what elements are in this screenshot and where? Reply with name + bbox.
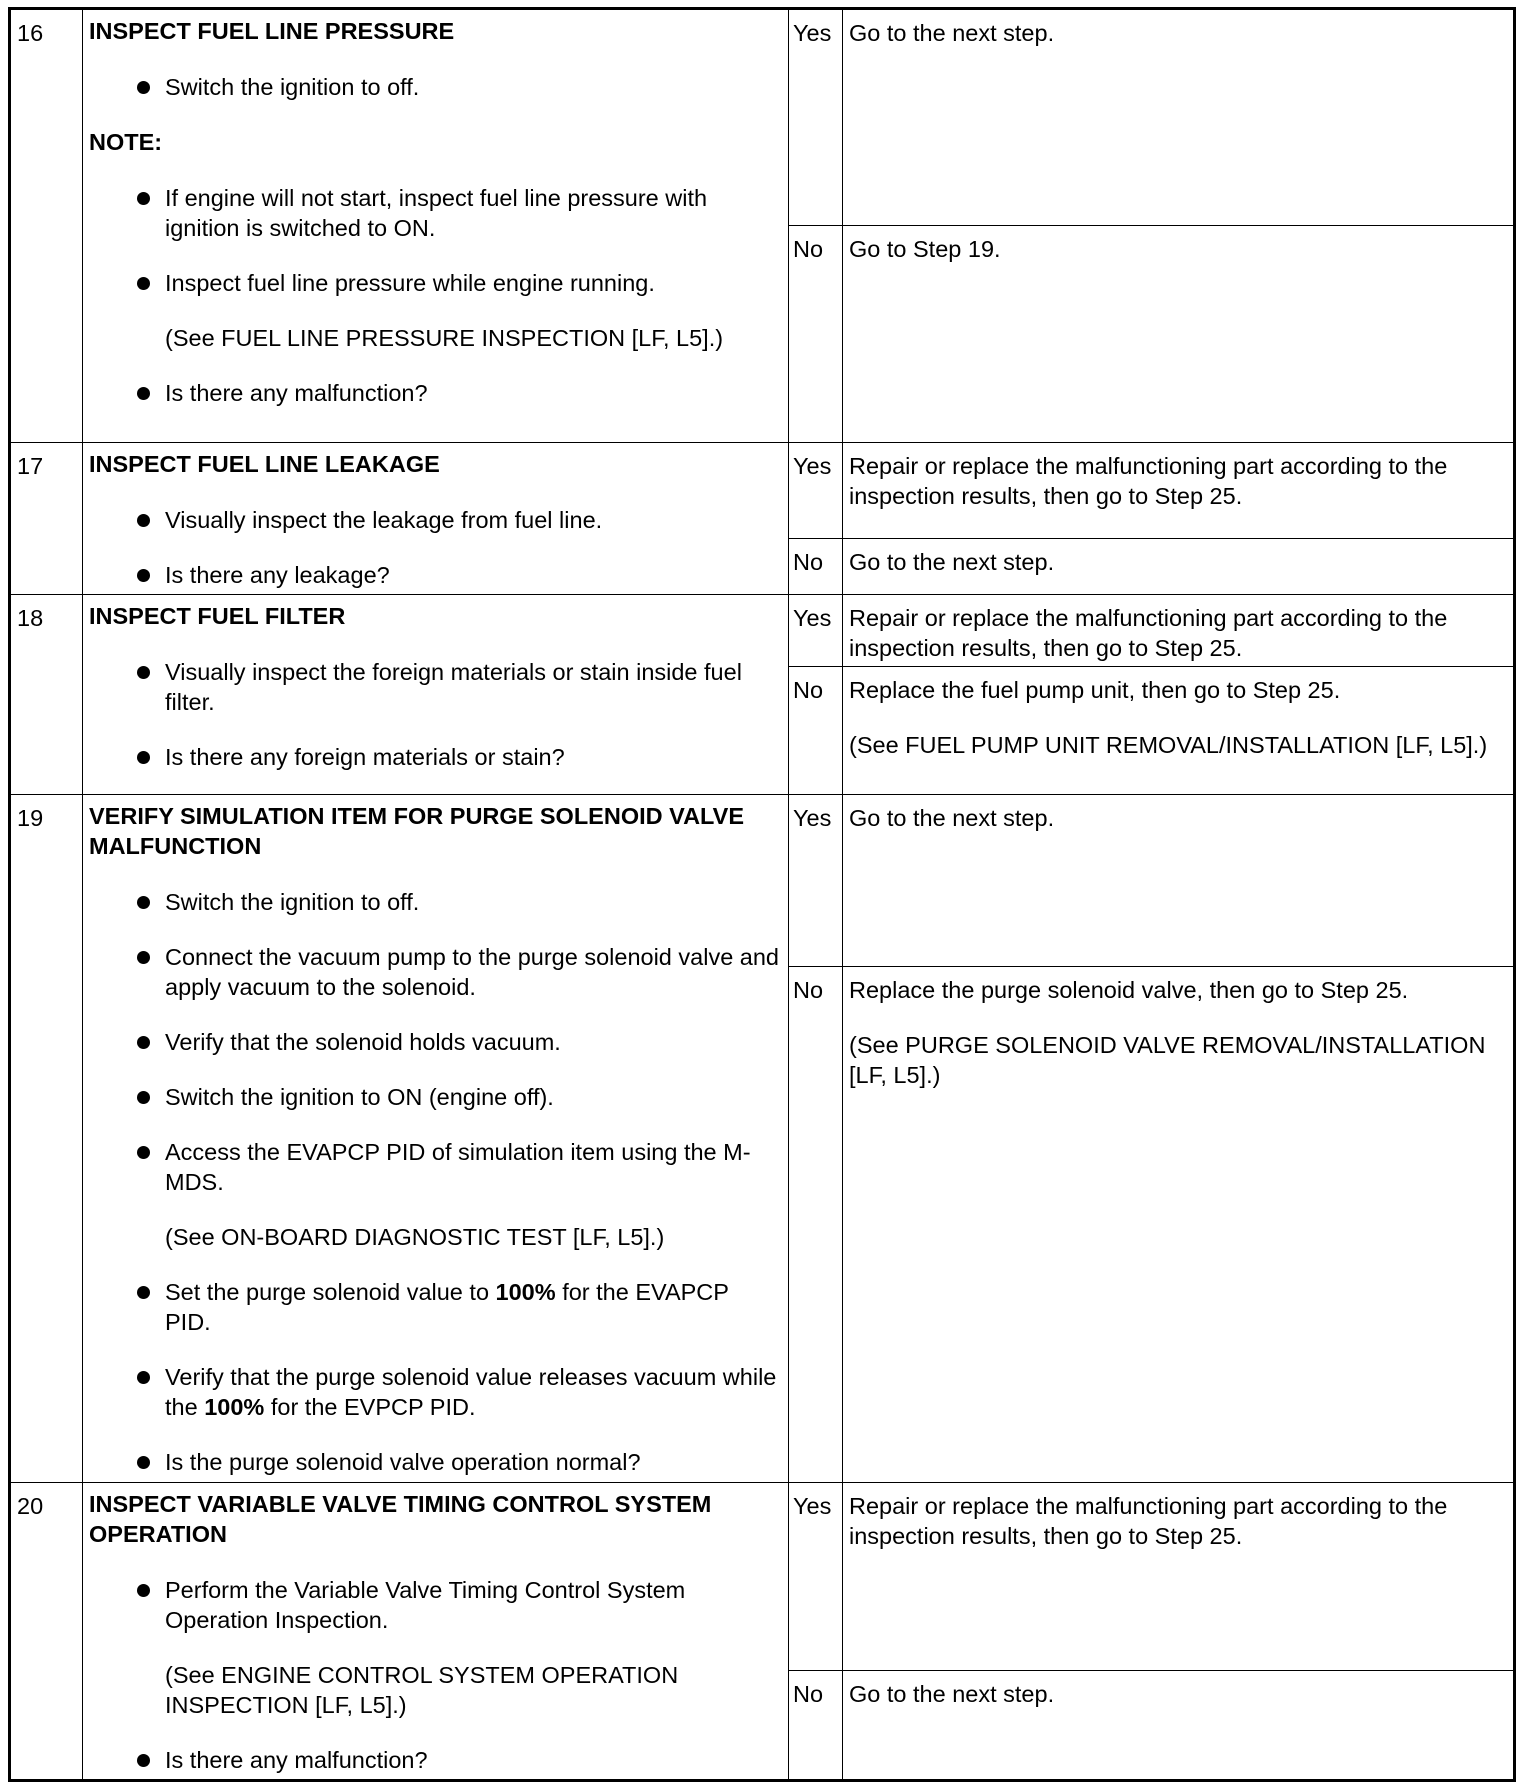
emphasis-value: 100% <box>204 1394 265 1420</box>
instruction-item: Connect the vacuum pump to the purge solenoid valve and apply vacuum to the solenoid. <box>89 942 780 1002</box>
step-description <box>83 595 789 795</box>
step-number: 17 <box>10 443 83 595</box>
bullet-icon <box>137 277 150 290</box>
step-description <box>83 1483 789 1781</box>
reference-text: (See ON-BOARD DIAGNOSTIC TEST [LF, L5].) <box>165 1224 665 1250</box>
bullet-icon <box>137 514 150 527</box>
bullet-icon <box>137 1036 150 1049</box>
answer-no: No <box>789 967 843 1483</box>
step-title: INSPECT FUEL LINE LEAKAGE <box>89 451 440 477</box>
instruction-item: Inspect fuel line pressure while engine running. (See FUEL LINE PRESSURE INSPECTION [LF, L5].) <box>89 268 780 353</box>
reference-text: (See FUEL LINE PRESSURE INSPECTION [LF, L5].) <box>165 325 724 351</box>
emphasis-value: 100% <box>495 1279 556 1305</box>
instruction-item: Switch the ignition to off. <box>89 72 780 102</box>
action-yes: Repair or replace the malfunctioning part according to the inspection results, then go to Step 25. <box>843 595 1515 667</box>
diagnostic-procedure-table <box>8 7 1516 1782</box>
step-number: 19 <box>10 795 83 1483</box>
bullet-icon <box>137 896 150 909</box>
action-yes: Repair or replace the malfunctioning part according to the inspection results, then go to Step 25. <box>843 1483 1515 1671</box>
note-instructions <box>89 183 780 408</box>
instruction-item: Visually inspect the foreign materials or stain inside fuel filter. <box>89 657 780 717</box>
action-yes: Go to the next step. <box>843 795 1515 967</box>
step-title: VERIFY SIMULATION ITEM FOR PURGE SOLENOID VALVE MALFUNCTION <box>89 803 744 859</box>
step-instructions <box>89 505 780 590</box>
answer-yes: Yes <box>789 1483 843 1671</box>
answer-yes: Yes <box>789 595 843 667</box>
bullet-icon <box>137 1091 150 1104</box>
instruction-item: Access the EVAPCP PID of simulation item using the M-MDS. (See ON-BOARD DIAGNOSTIC TEST [LF, L5].) <box>89 1137 780 1252</box>
action-no: Go to the next step. <box>843 539 1515 595</box>
step-title: INSPECT FUEL FILTER <box>89 603 346 629</box>
instruction-item: Set the purge solenoid value to 100% for the EVAPCP PID. <box>89 1277 780 1337</box>
action-no: Replace the purge solenoid valve, then go to Step 25. (See PURGE SOLENOID VALVE REMOVAL/INSTALLATION [LF, L5].) <box>843 967 1515 1483</box>
answer-no: No <box>789 1670 843 1780</box>
instruction-item: Is there any foreign materials or stain? <box>89 742 780 772</box>
bullet-icon <box>137 569 150 582</box>
step-description <box>83 443 789 595</box>
instruction-item: Visually inspect the leakage from fuel line. <box>89 505 780 535</box>
action-no: Go to the next step. <box>843 1670 1515 1780</box>
step-instructions <box>89 657 780 772</box>
answer-yes: Yes <box>789 443 843 539</box>
reference-text: (See PURGE SOLENOID VALVE REMOVAL/INSTALLATION [LF, L5].) <box>849 1032 1486 1088</box>
reference-text: (See ENGINE CONTROL SYSTEM OPERATION INSPECTION [LF, L5].) <box>165 1662 679 1718</box>
note-label: NOTE: <box>89 129 163 155</box>
instruction-item: Is there any leakage? <box>89 560 780 590</box>
answer-yes: Yes <box>789 9 843 226</box>
bullet-icon <box>137 387 150 400</box>
step-number: 16 <box>10 9 83 443</box>
step-instructions <box>89 72 780 102</box>
instruction-item: Is there any malfunction? <box>89 1745 780 1775</box>
instruction-item: Switch the ignition to ON (engine off). <box>89 1082 780 1112</box>
action-yes: Go to the next step. <box>843 9 1515 226</box>
bullet-icon <box>137 1584 150 1597</box>
bullet-icon <box>137 951 150 964</box>
bullet-icon <box>137 1754 150 1767</box>
step-number: 20 <box>10 1483 83 1781</box>
action-no: Go to Step 19. <box>843 226 1515 443</box>
step-19-yes-row <box>10 795 1515 967</box>
bullet-icon <box>137 192 150 205</box>
bullet-icon <box>137 81 150 94</box>
instruction-item: Verify that the solenoid holds vacuum. <box>89 1027 780 1057</box>
bullet-icon <box>137 751 150 764</box>
step-instructions <box>89 1575 780 1775</box>
instruction-item: If engine will not start, inspect fuel line pressure with ignition is switched to ON. <box>89 183 780 243</box>
answer-no: No <box>789 226 843 443</box>
action-no: Replace the fuel pump unit, then go to Step 25. (See FUEL PUMP UNIT REMOVAL/INSTALLATION [LF, L5].) <box>843 667 1515 795</box>
instruction-item: Switch the ignition to off. <box>89 887 780 917</box>
action-yes: Repair or replace the malfunctioning part according to the inspection results, then go to Step 25. <box>843 443 1515 539</box>
bullet-icon <box>137 1146 150 1159</box>
step-instructions <box>89 887 780 1477</box>
answer-yes: Yes <box>789 795 843 967</box>
step-title: INSPECT FUEL LINE PRESSURE <box>89 18 455 44</box>
step-17-yes-row <box>10 443 1515 539</box>
bullet-icon <box>137 666 150 679</box>
step-title: INSPECT VARIABLE VALVE TIMING CONTROL SYSTEM OPERATION <box>89 1491 712 1547</box>
answer-no: No <box>789 539 843 595</box>
instruction-item: Is there any malfunction? <box>89 378 780 408</box>
step-18-yes-row <box>10 595 1515 667</box>
instruction-item: Verify that the purge solenoid value releases vacuum while the 100% for the EVPCP PID. <box>89 1362 780 1422</box>
step-description <box>83 9 789 443</box>
step-16-yes-row <box>10 9 1515 226</box>
bullet-icon <box>137 1286 150 1299</box>
instruction-item: Is the purge solenoid valve operation normal? <box>89 1447 780 1477</box>
step-number: 18 <box>10 595 83 795</box>
answer-no: No <box>789 667 843 795</box>
reference-text: (See FUEL PUMP UNIT REMOVAL/INSTALLATION [LF, L5].) <box>849 732 1488 758</box>
bullet-icon <box>137 1371 150 1384</box>
bullet-icon <box>137 1456 150 1469</box>
instruction-item: Perform the Variable Valve Timing Control System Operation Inspection. (See ENGINE CONTROL SYSTEM OPERATION INSPECTION [LF, L5].) <box>89 1575 780 1720</box>
step-20-yes-row <box>10 1483 1515 1671</box>
step-description <box>83 795 789 1483</box>
